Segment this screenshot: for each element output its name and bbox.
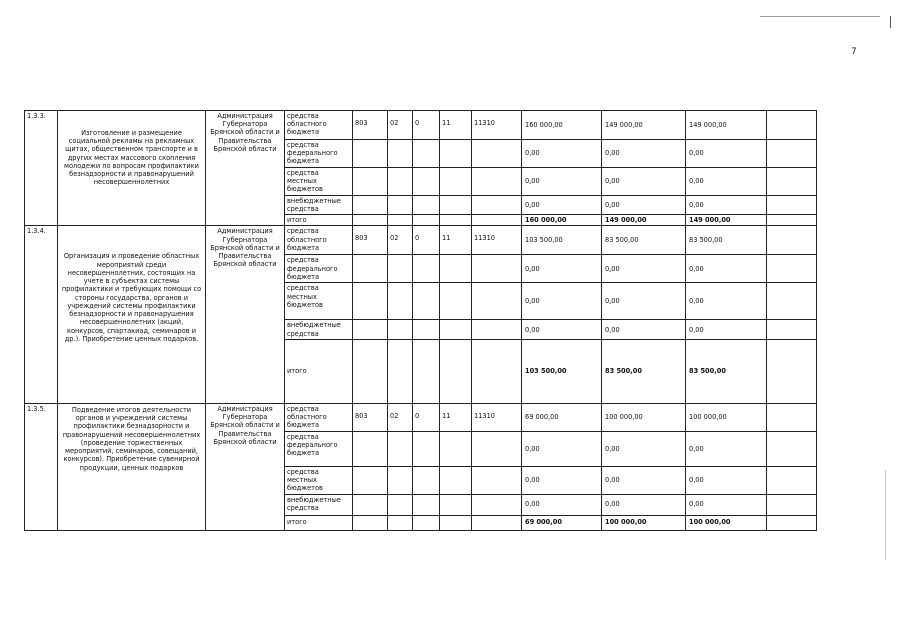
amount-v3: 0,00 (686, 195, 767, 214)
budget-code-pr (413, 431, 440, 466)
budget-code-cs (440, 168, 472, 196)
budget-code-code (472, 320, 522, 339)
amount-v1: 0,00 (522, 283, 602, 320)
budget-code-rz (388, 320, 413, 339)
budget-code-cs (440, 431, 472, 466)
budget-code-pr (413, 515, 440, 530)
amount-v1: 0,00 (522, 466, 602, 494)
amount-v2: 0,00 (602, 140, 686, 168)
budget-code-rz: 02 (388, 111, 413, 140)
budget-code-code (472, 515, 522, 530)
funding-source: средства федерального бюджета (285, 140, 353, 168)
budget-code-pr (413, 168, 440, 196)
budget-code-pr (413, 466, 440, 494)
budget-code-cs (440, 339, 472, 403)
budget-code-grbs (353, 466, 388, 494)
measure-name: Подведение итогов деятельности органов и учреждений системы профилактики безнадзорности и правонарушений несовершеннолетних (проведение торжественных мероприятий, семинаров, совещаний, конкурсов). Приобретение сувенирной продукции, ценных подарков (58, 403, 206, 530)
measure-number: 1.3.4. (25, 226, 58, 403)
budget-code-code: 11310 (472, 111, 522, 140)
empty-cell (767, 140, 817, 168)
budget-code-cs (440, 283, 472, 320)
budget-code-grbs (353, 195, 388, 214)
budget-code-rz (388, 466, 413, 494)
funding-source: внебюджетные средства (285, 320, 353, 339)
budget-code-grbs (353, 431, 388, 466)
amount-v2: 0,00 (602, 431, 686, 466)
empty-cell (767, 339, 817, 403)
funding-source: средства местных бюджетов (285, 283, 353, 320)
empty-cell (767, 215, 817, 226)
amount-v1: 69 000,00 (522, 403, 602, 431)
budget-code-grbs (353, 320, 388, 339)
budget-code-cs (440, 195, 472, 214)
budget-code-pr: 0 (413, 226, 440, 255)
budget-code-grbs: 803 (353, 226, 388, 255)
scan-artifact-line (885, 470, 886, 560)
budget-code-cs (440, 215, 472, 226)
empty-cell (767, 283, 817, 320)
amount-v3: 83 500,00 (686, 339, 767, 403)
budget-code-cs (440, 255, 472, 283)
table-row (25, 111, 817, 140)
budget-code-grbs (353, 215, 388, 226)
budget-code-rz (388, 140, 413, 168)
amount-v3: 0,00 (686, 466, 767, 494)
budget-code-pr: 0 (413, 111, 440, 140)
budget-code-grbs (353, 339, 388, 403)
budget-code-pr (413, 339, 440, 403)
funding-source: средства областного бюджета (285, 111, 353, 140)
budget-code-rz (388, 283, 413, 320)
amount-v3: 100 000,00 (686, 515, 767, 530)
amount-v2: 83 500,00 (602, 226, 686, 255)
amount-v2: 0,00 (602, 255, 686, 283)
amount-v1: 160 000,00 (522, 111, 602, 140)
amount-v3: 149 000,00 (686, 111, 767, 140)
budget-code-cs (440, 466, 472, 494)
amount-v3: 0,00 (686, 283, 767, 320)
budget-code-rz (388, 255, 413, 283)
funding-source: итого (285, 339, 353, 403)
budget-code-grbs (353, 255, 388, 283)
amount-v3: 83 500,00 (686, 226, 767, 255)
funding-source: средства федерального бюджета (285, 255, 353, 283)
amount-v3: 149 000,00 (686, 215, 767, 226)
budget-code-code: 11310 (472, 226, 522, 255)
budget-code-rz (388, 168, 413, 196)
amount-v1: 0,00 (522, 255, 602, 283)
empty-cell (767, 255, 817, 283)
amount-v2: 0,00 (602, 466, 686, 494)
budget-code-code (472, 339, 522, 403)
budget-code-code (472, 283, 522, 320)
table-row (25, 403, 817, 431)
budget-code-grbs: 803 (353, 403, 388, 431)
scan-artifact-line (890, 16, 891, 28)
budget-code-grbs (353, 515, 388, 530)
table-row (25, 226, 817, 255)
budget-code-rz (388, 494, 413, 515)
empty-cell (767, 226, 817, 255)
amount-v1: 0,00 (522, 431, 602, 466)
budget-code-code (472, 215, 522, 226)
budget-code-code (472, 431, 522, 466)
funding-source: итого (285, 215, 353, 226)
empty-cell (767, 320, 817, 339)
funding-source: средства местных бюджетов (285, 466, 353, 494)
measure-executor: Администрация Губернатора Брянской области и Правительства Брянской области (206, 111, 285, 226)
empty-cell (767, 515, 817, 530)
amount-v3: 0,00 (686, 494, 767, 515)
budget-code-code (472, 255, 522, 283)
budget-code-code (472, 466, 522, 494)
amount-v3: 0,00 (686, 320, 767, 339)
amount-v3: 0,00 (686, 140, 767, 168)
amount-v2: 149 000,00 (602, 215, 686, 226)
page-number: 7 (851, 47, 857, 57)
budget-code-grbs (353, 140, 388, 168)
budget-code-pr: 0 (413, 403, 440, 431)
amount-v2: 149 000,00 (602, 111, 686, 140)
amount-v2: 0,00 (602, 168, 686, 196)
budget-code-grbs: 803 (353, 111, 388, 140)
empty-cell (767, 111, 817, 140)
empty-cell (767, 431, 817, 466)
measure-executor: Администрация Губернатора Брянской области и Правительства Брянской области (206, 226, 285, 403)
budget-code-cs (440, 320, 472, 339)
measure-name: Изготовление и размещение социальной рекламы на рекламных щитах, общественном транспорте и в других местах массового скопления молодежи по вопросам профилактики безнадзорности и правонарушений несовершеннолетних (58, 111, 206, 226)
budget-code-rz (388, 339, 413, 403)
funding-source: средства местных бюджетов (285, 168, 353, 196)
budget-code-code (472, 494, 522, 515)
funding-source: итого (285, 515, 353, 530)
budget-code-pr (413, 494, 440, 515)
budget-code-code (472, 195, 522, 214)
budget-code-cs: 11 (440, 111, 472, 140)
budget-code-grbs (353, 168, 388, 196)
budget-code-cs: 11 (440, 226, 472, 255)
budget-code-pr (413, 255, 440, 283)
amount-v2: 100 000,00 (602, 515, 686, 530)
amount-v1: 160 000,00 (522, 215, 602, 226)
budget-code-pr (413, 215, 440, 226)
budget-code-code: 11310 (472, 403, 522, 431)
budget-code-rz (388, 515, 413, 530)
budget-code-pr (413, 140, 440, 168)
amount-v1: 103 500,00 (522, 339, 602, 403)
amount-v1: 0,00 (522, 168, 602, 196)
budget-code-cs (440, 494, 472, 515)
budget-code-cs (440, 515, 472, 530)
amount-v3: 100 000,00 (686, 403, 767, 431)
budget-code-rz (388, 195, 413, 214)
amount-v1: 0,00 (522, 494, 602, 515)
empty-cell (767, 494, 817, 515)
budget-code-grbs (353, 494, 388, 515)
measure-executor: Администрация Губернатора Брянской области и Правительства Брянской области (206, 403, 285, 530)
budget-code-cs: 11 (440, 403, 472, 431)
amount-v1: 103 500,00 (522, 226, 602, 255)
scan-artifact-line (760, 16, 880, 17)
funding-source: средства областного бюджета (285, 403, 353, 431)
measure-number: 1.3.5. (25, 403, 58, 530)
amount-v2: 100 000,00 (602, 403, 686, 431)
funding-source: внебюджетные средства (285, 494, 353, 515)
measure-name: Организация и проведение областных мероприятий среди несовершеннолетних, состоящих на учете в субъектах системы профилактики и требующих помощи со стороны государства, органов и учреждений системы профилактики безнадзорности и правонарушения несовершеннолетних (акций, конкурсов, спартакиад, семинаров и др.). Приобретение ценных подарков. (58, 226, 206, 403)
empty-cell (767, 403, 817, 431)
budget-code-pr (413, 195, 440, 214)
budget-code-code (472, 140, 522, 168)
empty-cell (767, 466, 817, 494)
empty-cell (767, 168, 817, 196)
amount-v2: 0,00 (602, 494, 686, 515)
measure-number: 1.3.3. (25, 111, 58, 226)
budget-code-rz (388, 215, 413, 226)
empty-cell (767, 195, 817, 214)
amount-v2: 0,00 (602, 320, 686, 339)
budget-code-rz (388, 431, 413, 466)
budget-code-cs (440, 140, 472, 168)
budget-table (24, 110, 817, 531)
amount-v2: 0,00 (602, 283, 686, 320)
budget-code-pr (413, 283, 440, 320)
amount-v1: 69 000,00 (522, 515, 602, 530)
amount-v3: 0,00 (686, 168, 767, 196)
funding-source: средства областного бюджета (285, 226, 353, 255)
amount-v2: 0,00 (602, 195, 686, 214)
amount-v1: 0,00 (522, 140, 602, 168)
amount-v2: 83 500,00 (602, 339, 686, 403)
budget-code-pr (413, 320, 440, 339)
amount-v1: 0,00 (522, 320, 602, 339)
funding-source: внебюджетные средства (285, 195, 353, 214)
funding-source: средства федерального бюджета (285, 431, 353, 466)
budget-code-grbs (353, 283, 388, 320)
amount-v3: 0,00 (686, 431, 767, 466)
budget-table-body (25, 111, 817, 531)
amount-v1: 0,00 (522, 195, 602, 214)
budget-code-rz: 02 (388, 403, 413, 431)
budget-code-rz: 02 (388, 226, 413, 255)
amount-v3: 0,00 (686, 255, 767, 283)
budget-code-code (472, 168, 522, 196)
